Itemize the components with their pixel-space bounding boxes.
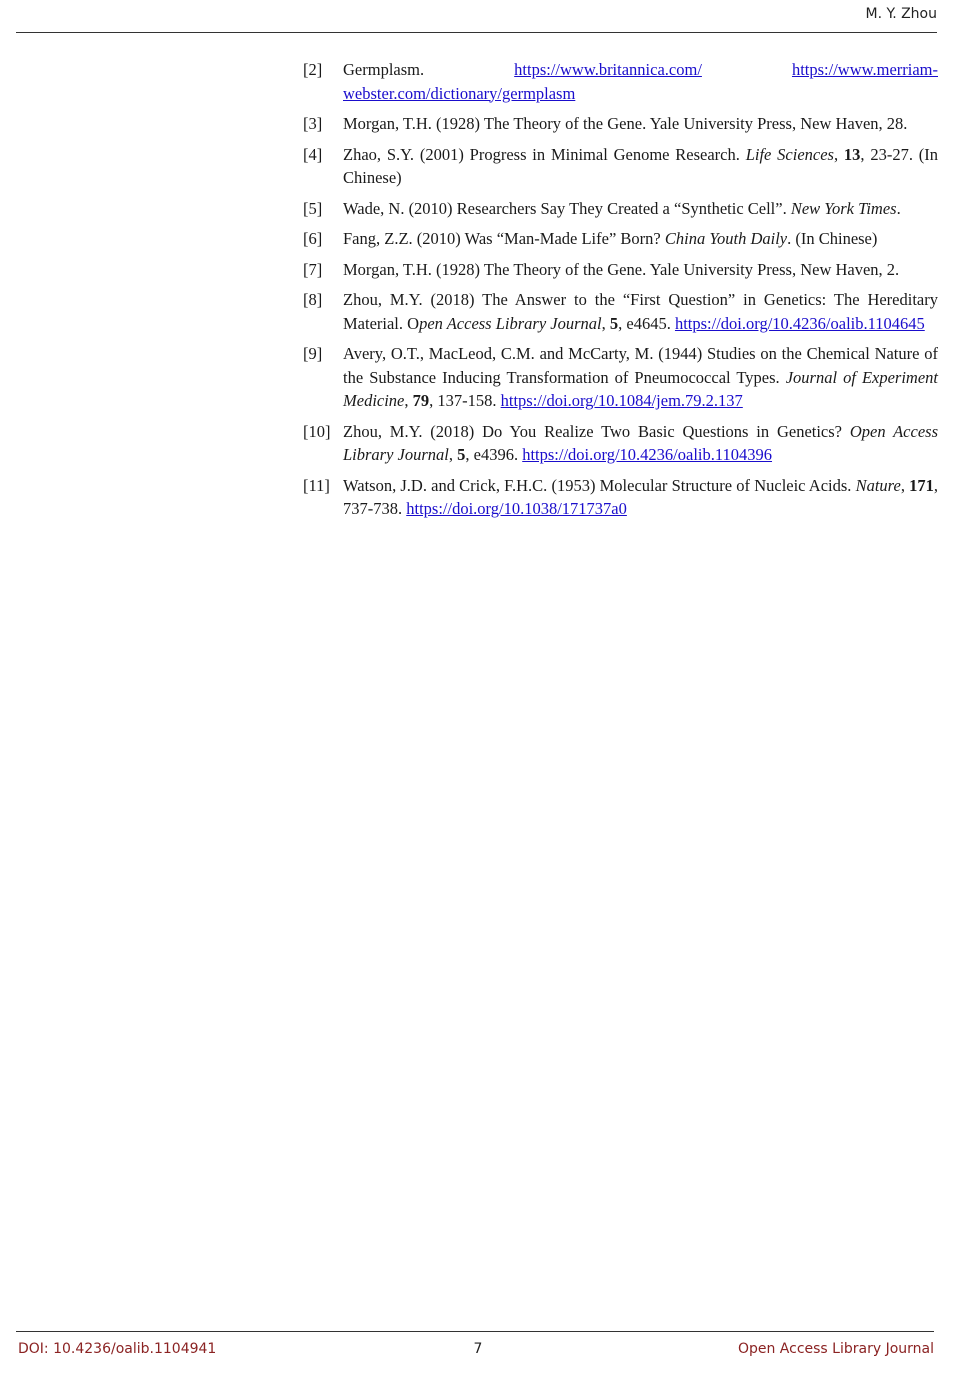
reference-text: Wade, N. (2010) Researchers Say They Created a “Synthetic Cell”. <box>343 198 791 218</box>
reference-number: [3] <box>303 114 323 133</box>
reference-link[interactable]: https://www.britannica.com/ <box>514 60 702 79</box>
reference-text: Avery, O.T., MacLeod, C.M. and McCarty, M. (1944) Studies on the Chemical Nature of the Substance Inducing Transformation of Pneumococcal Types. <box>343 344 938 387</box>
reference-item <box>303 258 938 282</box>
reference-item <box>303 420 938 467</box>
reference-text: , e4645. <box>618 313 675 333</box>
reference-text: , 137-158. <box>429 391 501 410</box>
reference-number: [2] <box>303 60 323 79</box>
reference-text: , 23-27. (In Chinese) <box>343 144 939 187</box>
reference-link[interactable]: https://doi.org/10.1084/jem.79.2.137 <box>500 391 743 410</box>
reference-text: . <box>896 198 901 218</box>
volume-number: 79 <box>412 391 430 410</box>
reference-number: [11] <box>303 475 330 495</box>
reference-text: . (In Chinese) <box>787 229 878 248</box>
reference-number: [10] <box>303 421 331 441</box>
reference-number: [4] <box>303 144 323 164</box>
reference-text: , 737-738. <box>343 475 938 518</box>
reference-text: , <box>900 475 910 495</box>
reference-item <box>303 58 938 105</box>
reference-text: Fang, Z.Z. (2010) Was “Man-Made Life” Born? <box>343 229 665 248</box>
reference-link[interactable]: https://doi.org/10.4236/oalib.1104396 <box>522 445 773 464</box>
reference-link[interactable]: https://www.merriam-webster.com/dictionary/germplasm <box>343 60 938 103</box>
reference-text: Zhou, M.Y. (2018) Do You Realize Two Basic Questions in Genetics? <box>343 421 850 441</box>
reference-text: , <box>833 144 844 164</box>
reference-list <box>303 58 938 528</box>
reference-text: , <box>404 391 413 410</box>
running-header-author: M. Y. Zhou <box>865 6 937 22</box>
journal-title: Life Sciences <box>745 144 834 164</box>
reference-item <box>303 288 938 335</box>
reference-text: Germplasm. <box>343 60 515 79</box>
footer-journal-name: Open Access Library Journal <box>737 1341 934 1357</box>
header-divider <box>16 32 937 33</box>
journal-title: Journal of Experiment Medicine <box>343 367 938 410</box>
reference-link[interactable]: https://doi.org/10.1038/171737a0 <box>406 499 627 518</box>
volume-number: 5 <box>609 313 619 333</box>
reference-item <box>303 197 938 221</box>
reference-link[interactable]: https://doi.org/10.4236/oalib.1104645 <box>674 313 925 333</box>
footer-doi: DOI: 10.4236/oalib.1104941 <box>18 1341 217 1357</box>
journal-title: Nature <box>855 475 901 495</box>
reference-item <box>303 143 938 190</box>
reference-item <box>303 474 938 521</box>
reference-text: Morgan, T.H. (1928) The Theory of the Gene. Yale University Press, New Haven, 28. <box>343 114 908 133</box>
reference-text <box>702 60 792 79</box>
reference-item <box>303 227 938 251</box>
page-number: 7 <box>473 1341 483 1357</box>
reference-text: Morgan, T.H. (1928) The Theory of the Gene. Yale University Press, New Haven, 2. <box>343 259 900 279</box>
footer-divider <box>16 1331 934 1332</box>
reference-text: Zhou, M.Y. (2018) The Answer to the “First Question” in Genetics: The Hereditary Material. O <box>343 290 938 333</box>
volume-number: 13 <box>843 144 861 164</box>
journal-title: New York Times <box>790 198 897 218</box>
reference-text: Zhao, S.Y. (2001) Progress in Minimal Genome Research. <box>343 144 746 164</box>
journal-title: China Youth Daily <box>664 229 788 248</box>
reference-number: [9] <box>303 344 323 363</box>
reference-item <box>303 342 938 413</box>
reference-number: [7] <box>303 259 323 279</box>
reference-item <box>303 112 938 136</box>
journal-title: Open Access Library Journal <box>343 421 938 464</box>
reference-number: [5] <box>303 198 323 218</box>
journal-title: pen Access Library Journal <box>419 313 602 333</box>
reference-number: [8] <box>303 290 323 309</box>
reference-text: , <box>601 313 610 333</box>
reference-text: , <box>448 445 458 464</box>
reference-text: , e4396. <box>465 445 523 464</box>
reference-text: Watson, J.D. and Crick, F.H.C. (1953) Molecular Structure of Nucleic Acids. <box>343 475 856 495</box>
reference-number: [6] <box>303 229 323 248</box>
volume-number: 5 <box>457 445 466 464</box>
volume-number: 171 <box>909 475 934 495</box>
